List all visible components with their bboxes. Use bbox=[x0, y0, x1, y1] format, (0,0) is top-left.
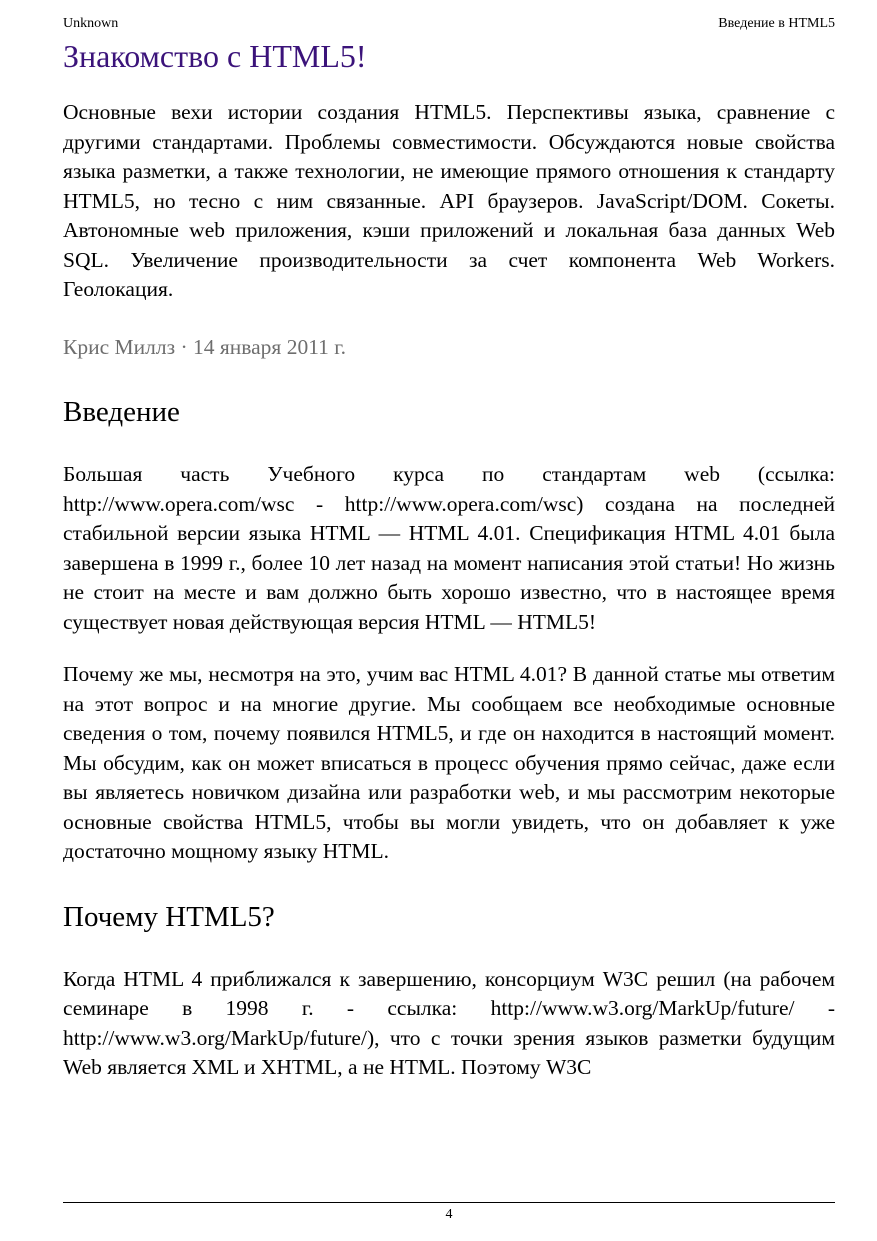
running-header bbox=[63, 14, 835, 34]
page-footer bbox=[63, 1202, 835, 1225]
document-page bbox=[63, 14, 835, 1079]
paragraph: Большая часть Учебного курса по стандартам web (ссылка: http://www.opera.com/wsc - http://www.opera.com/wsc) создана на последней стабильной версии языка HTML — HTML 4.01. Спецификация HTML 4.01 была завершена в 1999 г., более 10 лет назад на момент написания этой статьи! Но жизнь не стоит на месте и вам должно быть хорошо известно, что в настоящее время существует новая действующая версия HTML — HTML5! bbox=[63, 462, 835, 634]
article-abstract: Основные вехи истории создания HTML5. Перспективы языка, сравнение с другими стандартами. Проблемы совместимости. Обсуждаются новые свойства языка разметки, а также технологии, не имеющие прямого отношения к стандарту HTML5, но тесно с ним связанные. API браузеров. JavaScript/DOM. Сокеты. Автономные web приложения, кэши приложений и локальная база данных Web SQL. Увеличение производительности за счет компонента Web Workers. Геолокация. bbox=[63, 100, 835, 301]
page-content bbox=[63, 36, 835, 1079]
section-why-html5 bbox=[63, 897, 835, 1083]
article-title: Знакомство с HTML5! bbox=[63, 38, 367, 74]
page-number: 4 bbox=[445, 1207, 453, 1222]
section-heading: Почему HTML5? bbox=[63, 900, 275, 933]
section-heading: Введение bbox=[63, 396, 180, 428]
article-byline: Крис Миллз · 14 января 2011 г. bbox=[63, 334, 347, 359]
header-book-title: Введение в HTML5 bbox=[718, 16, 835, 31]
paragraph: Почему же мы, несмотря на это, учим вас HTML 4.01? В данной статье мы ответим на этот вопрос и на многие другие. Мы сообщаем все необходимые основные сведения о том, почему появился HTML5, и где он находится в настоящий момент. Мы обсудим, как он может вписаться в процесс обучения прямо сейчас, даже если вы являетесь новичком дизайна или разработки web, и мы рассмотрим некоторые основные свойства HTML5, чтобы вы могли увидеть, что он добавляет к уже достаточно мощному языку HTML. bbox=[63, 662, 835, 863]
header-author: Unknown bbox=[63, 16, 119, 31]
paragraph: Когда HTML 4 приближался к завершению, консорциум W3C решил (на рабочем семинаре в 1998 г. - ссылка: http://www.w3.org/MarkUp/future/ - http://www.w3.org/MarkUp/future/), что с точки зрения языков разметки будущим Web является XML и XHTML, а не HTML. Поэтому W3C bbox=[63, 966, 835, 1079]
section-introduction bbox=[63, 392, 835, 867]
